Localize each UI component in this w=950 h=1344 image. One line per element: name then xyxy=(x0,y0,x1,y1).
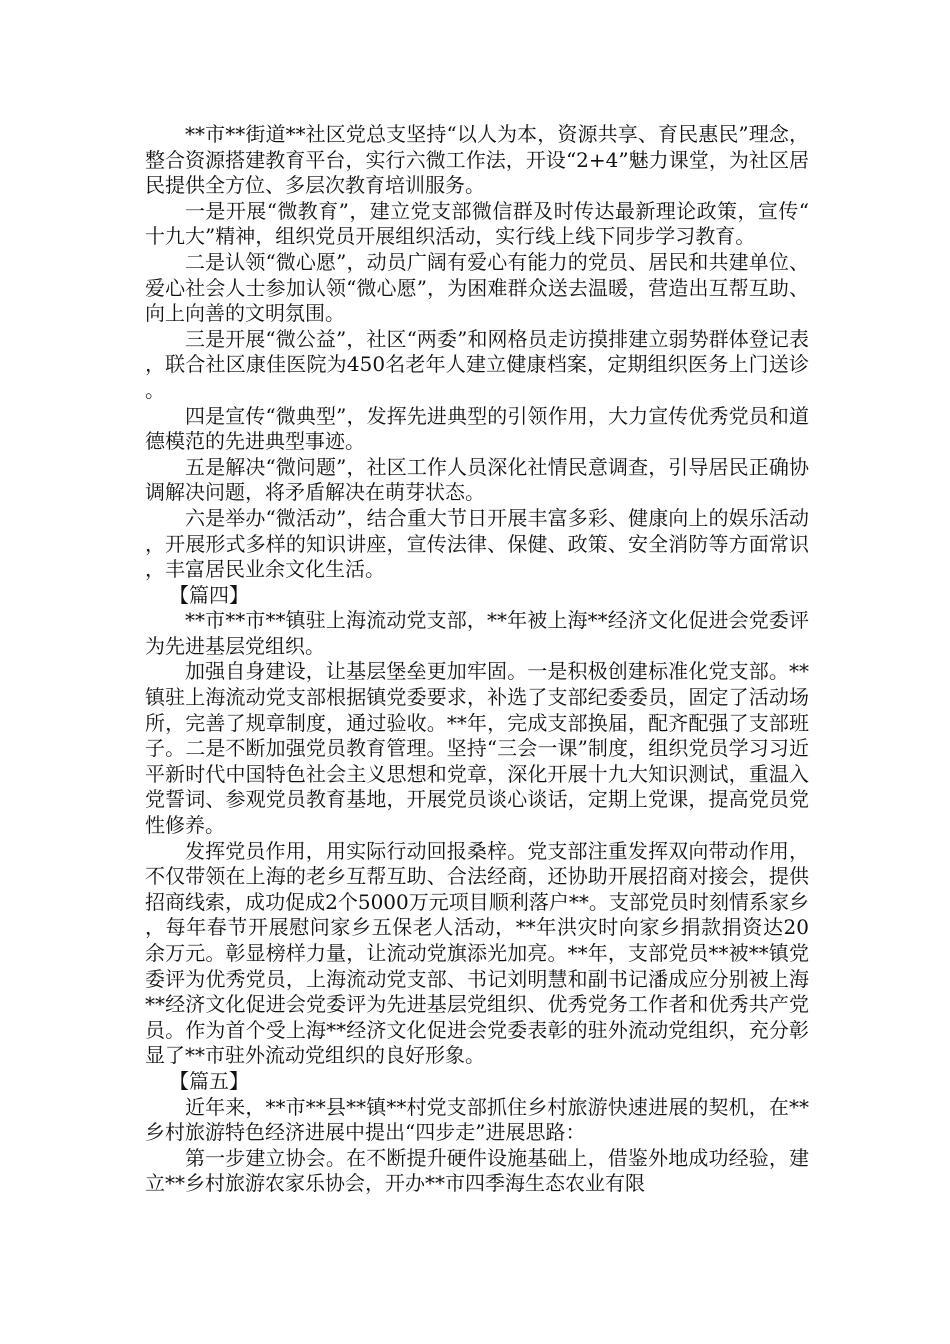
section-heading-5: 【篇五】 xyxy=(169,1068,249,1093)
paragraph: 二是认领“微心愿”，动员广阔有爱心有能力的党员、居民和共建单位、爱心社会人士参加认领“微心愿”，为困难群众送去温暖，营造出互帮互助、向上向善的文明氛围。 xyxy=(145,249,809,326)
section-heading-4: 【篇四】 xyxy=(169,582,249,607)
paragraph: 六是举办“微活动”，结合重大节日开展丰富多彩、健康向上的娱乐活动，开展形式多样的知识讲座，宣传法律、保健、政策、安全消防等方面常识，丰富居民业余文化生活。 xyxy=(145,505,809,582)
paragraph: 加强自身建设，让基层堡垒更加牢固。一是积极创建标准化党支部。**镇驻上海流动党支部根据镇党委要求，补选了支部纪委委员，固定了活动场所，完善了规章制度，通过验收。**年，完成支部换届，配齐配强了支部班子。二是不断加强党员教育管理。坚持“三会一课”制度，组织党员学习习近平新时代中国特色社会主义思想和党章，深化开展十九大知识测试，重温入党誓词、参观党员教育基地，开展党员谈心谈话，定期上党课，提高党员党性修养。 xyxy=(145,659,809,838)
paragraph: 一是开展“微教育”，建立党支部微信群及时传达最新理论政策，宣传“十九大”精神，组织党员开展组织活动，实行线上线下同步学习教育。 xyxy=(145,198,809,249)
paragraph: 发挥党员作用，用实际行动回报桑梓。党支部注重发挥双向带动作用，不仅带领在上海的老乡互帮互助、合法经商，还协助开展招商对接会，提供招商线索，成功促成2个5000万元项目顺利落户**。支部党员时刻情系家乡，每年春节开展慰问家乡五保老人活动，**年洪灾时向家乡捐款捐资达20余万元。彰显榜样力量，让流动党旗添光加亮。**年，支部党员**被**镇党委评为优秀党员，上海流动党支部、书记刘明慧和副书记潘成应分别被上海**经济文化促进会党委评为先进基层党组织、优秀党务工作者和优秀共产党员。作为首个受上海**经济文化促进会党委表彰的驻外流动党组织，充分彰显了**市驻外流动党组织的良好形象。 xyxy=(145,838,809,1068)
paragraph: 近年来，**市**县**镇**村党支部抓住乡村旅游快速进展的契机，在**乡村旅游特色经济进展中提出“四步走”进展思路： xyxy=(145,1094,809,1145)
paragraph: 三是开展“微公益”，社区“两委”和网格员走访摸排建立弱势群体登记表，联合社区康佳医院为450名老年人建立健康档案，定期组织医务上门送诊。 xyxy=(145,326,809,402)
paragraph: **市**市**镇驻上海流动党支部，**年被上海**经济文化促进会党委评为先进基层党组织。 xyxy=(145,608,809,658)
paragraph: 五是解决“微问题”，社区工作人员深化社情民意调查，引导居民正确协调解决问题，将矛盾解决在萌芽状态。 xyxy=(145,454,809,505)
document-body xyxy=(145,122,809,1197)
paragraph: **市**街道**社区党总支坚持“以人为本，资源共享、育民惠民”理念，整合资源搭建教育平台，实行六微工作法，开设“2+4”魅力课堂，为社区居民提供全方位、多层次教育培训服务。 xyxy=(145,122,809,198)
paragraph: 第一步建立协会。在不断提升硬件设施基础上，借鉴外地成功经验，建立**乡村旅游农家乐协会，开办**市四季海生态农业有限 xyxy=(145,1145,809,1196)
paragraph: 四是宣传“微典型”，发挥先进典型的引领作用，大力宣传优秀党员和道德模范的先进典型事迹。 xyxy=(145,403,809,454)
